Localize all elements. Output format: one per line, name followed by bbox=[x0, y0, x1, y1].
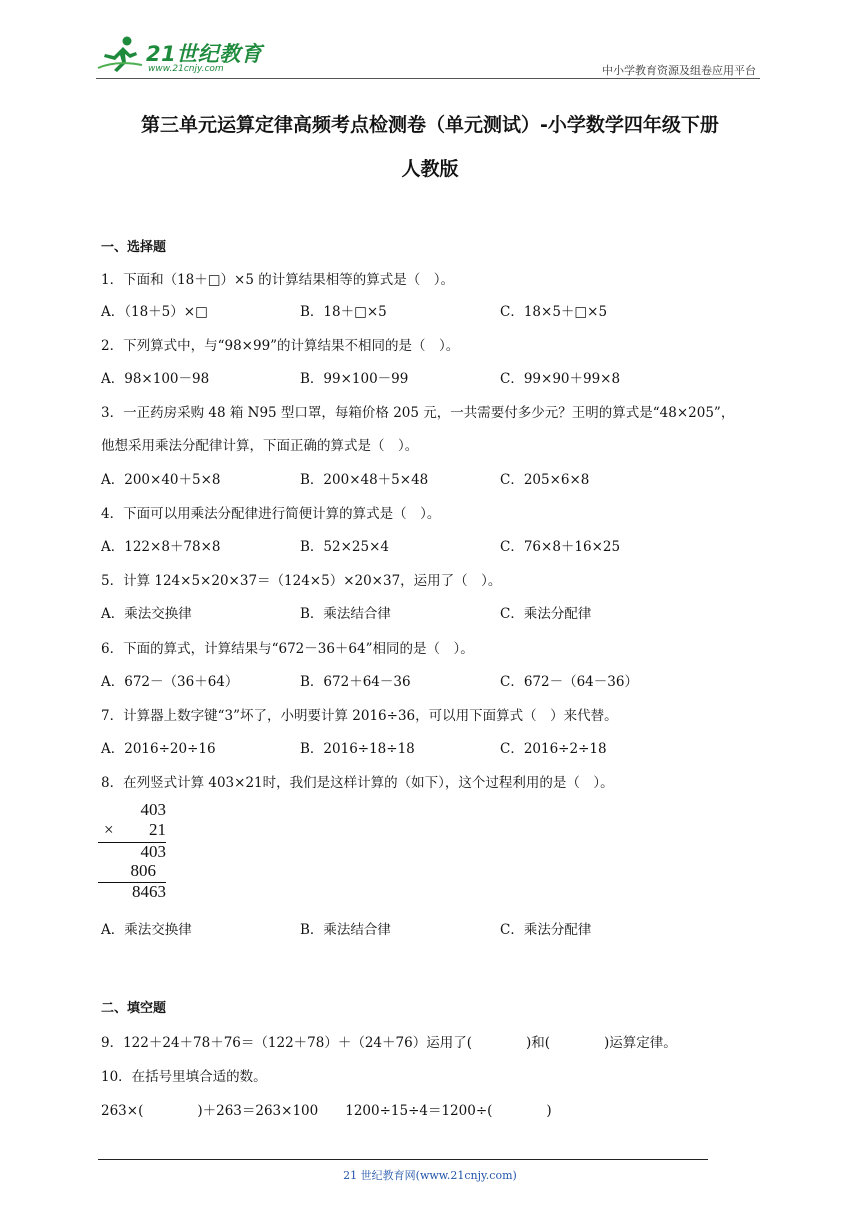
option-5a[interactable]: A．乘法交换律 bbox=[101, 606, 192, 622]
option-6c[interactable]: C．672－（64－36） bbox=[500, 674, 638, 690]
option-8a[interactable]: A．乘法交换律 bbox=[101, 922, 192, 938]
question-2: 2．下列算式中，与“98×99”的计算结果不相同的是（ ）。 bbox=[101, 338, 460, 354]
option-1b[interactable]: B．18＋□×5 bbox=[300, 304, 387, 320]
option-3c[interactable]: C．205×6×8 bbox=[500, 472, 590, 488]
option-7c[interactable]: C．2016÷2÷18 bbox=[500, 741, 607, 757]
footer-text: 21 世纪教育网(www.21cnjy.com) bbox=[343, 1169, 517, 1182]
question-1: 1．下面和（18＋□）×5 的计算结果相等的算式是（ ）。 bbox=[101, 272, 454, 288]
vm-times-sign: × bbox=[104, 820, 114, 839]
option-5b[interactable]: B．乘法结合律 bbox=[300, 606, 391, 622]
question-6: 6．下面的算式，计算结果与“672－36＋64”相同的是（ ）。 bbox=[101, 641, 474, 657]
question-4: 4．下面可以用乘法分配律进行简便计算的算式是（ ）。 bbox=[101, 506, 441, 522]
option-6a[interactable]: A．672－（36＋64） bbox=[101, 674, 239, 690]
question-7: 7．计算器上数字键“3”坏了，小明要计算 2016÷36，可以用下面算式（ ）来代替。 bbox=[101, 708, 618, 724]
logo bbox=[96, 34, 266, 78]
option-2c[interactable]: C．99×90＋99×8 bbox=[500, 371, 621, 387]
question-10-blanks: 263×( )＋263＝263×100 1200÷15÷4＝1200÷( ) bbox=[101, 1103, 552, 1119]
logo-text: 21世纪教育 bbox=[146, 42, 263, 66]
option-4a[interactable]: A．122×8＋78×8 bbox=[101, 539, 221, 555]
option-1a[interactable]: A．（18＋5）×□ bbox=[101, 304, 208, 320]
page-header bbox=[96, 34, 760, 78]
option-7a[interactable]: A．2016÷20÷16 bbox=[101, 741, 216, 757]
page-title: 第三单元运算定律高频考点检测卷（单元测试）-小学数学四年级下册 bbox=[141, 114, 719, 136]
vertical-multiplication bbox=[98, 800, 170, 905]
vm-multiplier: 21 bbox=[149, 820, 166, 839]
logo-url: www.21cnjy.com bbox=[148, 64, 224, 74]
option-3b[interactable]: B．200×48＋5×48 bbox=[300, 472, 429, 488]
section-heading-choice: 一、选择题 bbox=[101, 240, 167, 255]
question-9: 9．122＋24＋78＋76＝（122＋78）＋（24＋76）运用了( )和( )运算定律。 bbox=[101, 1035, 677, 1051]
option-1c[interactable]: C．18×5＋□×5 bbox=[500, 304, 608, 320]
option-2a[interactable]: A．98×100－98 bbox=[101, 371, 210, 387]
option-4b[interactable]: B．52×25×4 bbox=[300, 539, 389, 555]
option-8b[interactable]: B．乘法结合律 bbox=[300, 922, 391, 938]
platform-label: 中小学教育资源及组卷应用平台 bbox=[602, 64, 756, 77]
footer-divider bbox=[98, 1159, 708, 1160]
section-heading-fill: 二、填空题 bbox=[101, 1001, 167, 1016]
option-2b[interactable]: B．99×100－99 bbox=[300, 371, 409, 387]
vm-result: 8463 bbox=[132, 882, 166, 901]
vm-partial-1: 403 bbox=[140, 842, 166, 861]
question-5: 5．计算 124×5×20×37＝（124×5）×20×37，运用了（ ）。 bbox=[101, 573, 502, 589]
question-3-line2: 他想采用乘法分配律计算，下面正确的算式是（ ）。 bbox=[101, 438, 419, 454]
option-7b[interactable]: B．2016÷18÷18 bbox=[300, 741, 415, 757]
option-6b[interactable]: B．672＋64－36 bbox=[300, 674, 411, 690]
option-3a[interactable]: A．200×40＋5×8 bbox=[101, 472, 221, 488]
vm-multiplicand: 403 bbox=[140, 800, 166, 819]
question-3: 3．一正药房采购 48 箱 N95 型口罩，每箱价格 205 元，一共需要付多少元？王明的算式是“48×205”， bbox=[101, 405, 735, 421]
option-4c[interactable]: C．76×8＋16×25 bbox=[500, 539, 621, 555]
vm-partial-2: 806 bbox=[130, 861, 156, 880]
option-8c[interactable]: C．乘法分配律 bbox=[500, 922, 592, 938]
option-5c[interactable]: C．乘法分配律 bbox=[500, 606, 592, 622]
runner-logo-icon bbox=[96, 34, 144, 74]
page-title-line2: 人教版 bbox=[401, 158, 459, 180]
header-divider bbox=[96, 78, 760, 79]
question-10: 10．在括号里填合适的数。 bbox=[101, 1069, 267, 1085]
question-8: 8．在列竖式计算 403×21时，我们是这样计算的（如下），这个过程利用的是（ ）。 bbox=[101, 775, 614, 791]
